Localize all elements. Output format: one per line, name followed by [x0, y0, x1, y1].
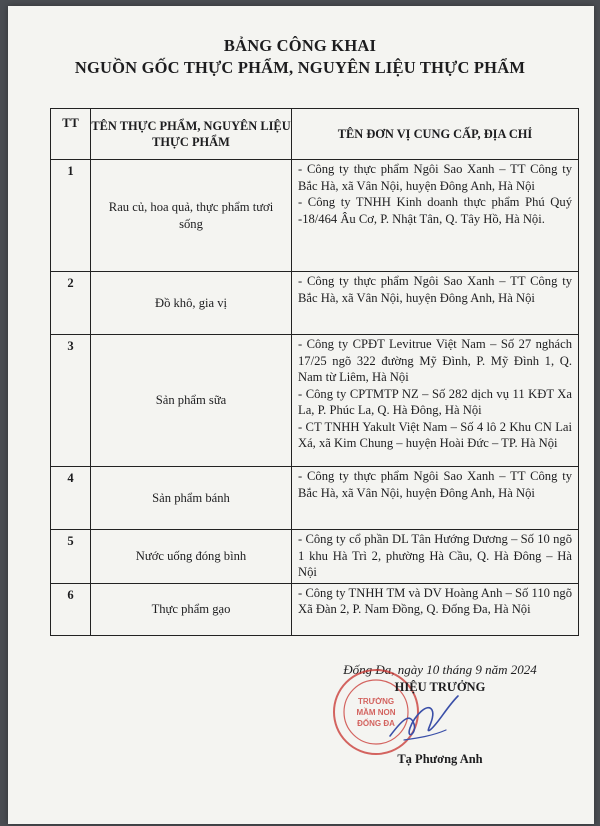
supplier-cell [292, 467, 579, 530]
supplier-cell [292, 335, 579, 467]
supplier-entry: - Công ty TNHH Kinh doanh thực phẩm Phú Quý -18/464 Âu Cơ, P. Nhật Tân, Q. Tây Hồ, Hà Nội. [298, 195, 572, 226]
row-number: 6 [51, 583, 91, 635]
food-name: Thực phẩm gạo [91, 583, 292, 635]
signature-date: Đống Đa, ngày 10 tháng 9 năm 2024 [343, 662, 537, 677]
row-number: 5 [51, 530, 91, 584]
table-row [51, 272, 579, 335]
header-supplier: TÊN ĐƠN VỊ CUNG CẤP, ĐỊA CHỈ [292, 109, 579, 160]
stamp-line-1: TRƯỜNG [357, 697, 395, 706]
row-number: 3 [51, 335, 91, 467]
food-source-table [50, 108, 579, 636]
food-name: Sản phẩm sữa [91, 335, 292, 467]
supplier-entry: - Công ty CPĐT Levitrue Việt Nam – Số 27 nghách 17/25 ngõ 322 đường Mỹ Đình, P. Mỹ Đình 1, Q. Nam từ Liêm, Hà Nội [298, 337, 572, 384]
row-number: 4 [51, 467, 91, 530]
handwritten-signature [384, 690, 464, 746]
supplier-entry: - Công ty CPTMTP NZ – Số 282 dịch vụ 11 KĐT Xa La, P. Phúc La, Q. Hà Đông, Hà Nội [298, 386, 572, 417]
header-food-name: TÊN THỰC PHẨM, NGUYÊN LIỆU THỰC PHẨM [91, 109, 292, 160]
document-subtitle: NGUỒN GỐC THỰC PHẨM, NGUYÊN LIỆU THỰC PHẨM [74, 58, 526, 77]
supplier-cell [292, 160, 579, 272]
table-row [51, 467, 579, 530]
table-row [51, 160, 579, 272]
supplier-entry: - Công ty TNHH TM và DV Hoàng Anh – Số 110 ngõ Xã Đàn 2, P. Nam Đồng, Q. Đống Đa, Hà Nội [298, 585, 572, 616]
supplier-entry: - Công ty cổ phần DL Tân Hướng Dương – Số 10 ngõ 1 khu Hà Trì 2, phường Hà Cầu, Q. Hà Đông – Hà Nội [298, 532, 572, 579]
signature-role: HIỆU TRƯỞNG [394, 680, 486, 694]
document-title: BẢNG CÔNG KHAI [223, 36, 377, 55]
supplier-cell [292, 272, 579, 335]
row-number: 1 [51, 160, 91, 272]
supplier-cell [292, 583, 579, 635]
supplier-entry: - Công ty thực phẩm Ngôi Sao Xanh – TT Công ty Bắc Hà, xã Vân Nội, huyện Đông Anh, Hà Nội [298, 469, 572, 500]
stamp-line-3: ĐỐNG ĐA [357, 719, 395, 728]
table-row [51, 530, 579, 584]
food-name: Nước uống đóng bình [91, 530, 292, 584]
table-row [51, 583, 579, 635]
supplier-entry: - Công ty thực phẩm Ngôi Sao Xanh – TT Công ty Bắc Hà, xã Vân Nội, huyện Đông Anh, Hà Nội [298, 274, 572, 305]
row-number: 2 [51, 272, 91, 335]
table-header-row [51, 109, 579, 160]
stamp-line-2: MẦM NON [356, 708, 396, 717]
header-tt: TT [51, 109, 91, 160]
food-name: Đồ khô, gia vị [91, 272, 292, 335]
supplier-cell [292, 530, 579, 584]
food-name: Sản phẩm bánh [91, 467, 292, 530]
table-row [51, 335, 579, 467]
food-name: Rau củ, hoa quả, thực phẩm tươi sống [91, 160, 292, 272]
supplier-entry: - Công ty thực phẩm Ngôi Sao Xanh – TT Công ty Bắc Hà, xã Vân Nội, huyện Đông Anh, Hà Nội [298, 162, 572, 193]
signer-name: Tạ Phương Anh [397, 752, 483, 766]
supplier-entry: - CT TNHH Yakult Việt Nam – Số 4 lô 2 Khu CN Lai Xá, xã Kim Chung – huyện Hoài Đức – TP. Hà Nội [298, 419, 572, 450]
